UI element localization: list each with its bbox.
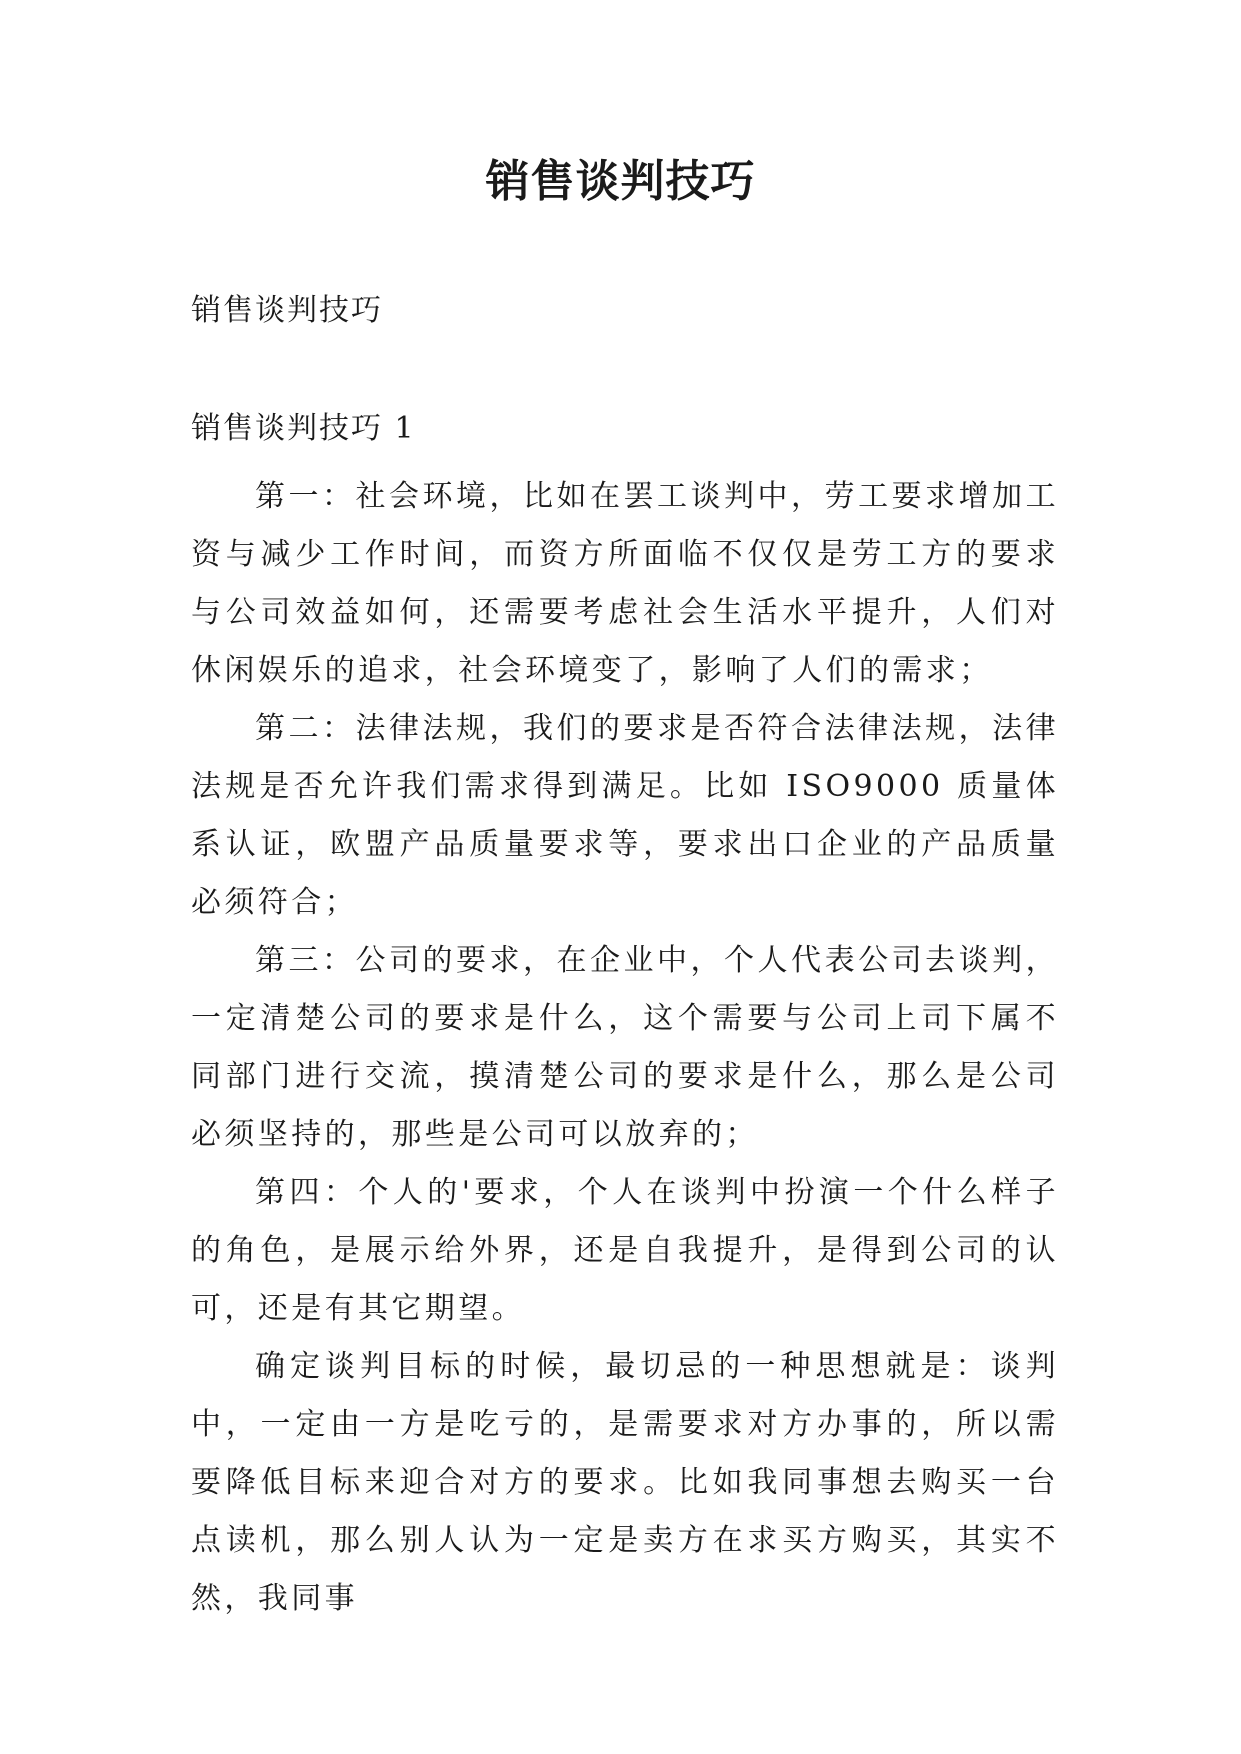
paragraph: 第二：法律法规，我们的要求是否符合法律法规，法律法规是否允许我们需求得到满足。比如 ISO9000 质量体系认证，欧盟产品质量要求等，要求出口企业的产品质量必须符合； <box>191 711 1059 920</box>
document-subtitle: 销售谈判技巧 <box>191 293 383 328</box>
paragraph: 确定谈判目标的时候，最切忌的一种思想就是：谈判中，一定由一方是吃亏的，是需要求对方办事的，所以需要降低目标来迎合对方的要求。比如我同事想去购买一台点读机，那么别人认为一定是卖方在求买方购买，其实不然，我同事 <box>191 1349 1059 1616</box>
document-title: 销售谈判技巧 <box>485 156 756 207</box>
paragraph: 第四：个人的'要求，个人在谈判中扮演一个什么样子的角色，是展示给外界，还是自我提升，是得到公司的认可，还是有其它期望。 <box>191 1175 1059 1326</box>
section-heading: 销售谈判技巧 1 <box>191 411 416 446</box>
paragraph: 第三：公司的要求，在企业中，个人代表公司去谈判，一定清楚公司的要求是什么，这个需要与公司上司下属不同部门进行交流，摸清楚公司的要求是什么，那么是公司必须坚持的，那些是公司可以放弃的； <box>191 943 1059 1152</box>
body-text <box>191 468 1059 1628</box>
paragraph: 第一：社会环境，比如在罢工谈判中，劳工要求增加工资与减少工作时间，而资方所面临不仅仅是劳工方的要求与公司效益如何，还需要考虑社会生活水平提升，人们对休闲娱乐的追求，社会环境变了，影响了人们的需求； <box>191 479 1059 688</box>
